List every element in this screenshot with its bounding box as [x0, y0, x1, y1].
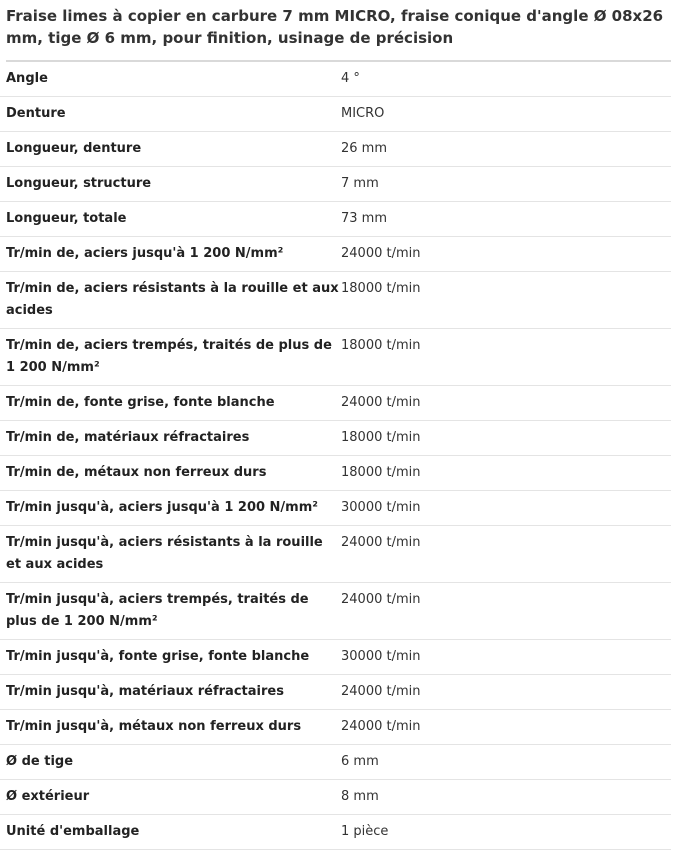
spec-label: Tr/min de, métaux non ferreux durs	[0, 456, 341, 491]
spec-label: Tr/min jusqu'à, aciers jusqu'à 1 200 N/mm²	[0, 491, 341, 526]
spec-row-rpm-max-fonte	[0, 640, 671, 675]
spec-value: 30000 t/min	[341, 640, 671, 675]
spec-label: Unité d'emballage	[0, 815, 341, 850]
spec-value: 24000 t/min	[341, 710, 671, 745]
spec-row-shank-diameter	[0, 745, 671, 780]
spec-label: Ø de tige	[0, 745, 341, 780]
spec-row-longueur-denture	[0, 132, 671, 167]
spec-value: 24000 t/min	[341, 583, 671, 640]
spec-value: 30000 t/min	[341, 491, 671, 526]
spec-label: Tr/min de, aciers trempés, traités de plus de 1 200 N/mm²	[0, 329, 341, 386]
spec-row-outer-diameter	[0, 780, 671, 815]
product-title: Fraise limes à copier en carbure 7 mm MICRO, fraise conique d'angle Ø 08x26 mm, tige Ø 6 mm, pour finition, usinage de précision	[6, 5, 671, 62]
spec-label: Tr/min jusqu'à, aciers résistants à la rouille et aux acides	[0, 526, 341, 583]
spec-row-rpm-max-non-ferreux	[0, 710, 671, 745]
spec-label: Tr/min de, matériaux réfractaires	[0, 421, 341, 456]
spec-label: Angle	[0, 62, 341, 97]
spec-value: 18000 t/min	[341, 272, 671, 329]
spec-label: Tr/min jusqu'à, matériaux réfractaires	[0, 675, 341, 710]
spec-label: Longueur, structure	[0, 167, 341, 202]
spec-label: Longueur, denture	[0, 132, 341, 167]
spec-value: 8 mm	[341, 780, 671, 815]
spec-row-rpm-max-refractaires	[0, 675, 671, 710]
spec-label: Tr/min de, fonte grise, fonte blanche	[0, 386, 341, 421]
spec-value: 1 pièce	[341, 815, 671, 850]
spec-row-rpm-min-aciers-inox	[0, 272, 671, 329]
spec-value: MICRO	[341, 97, 671, 132]
spec-label: Longueur, totale	[0, 202, 341, 237]
spec-row-rpm-max-aciers-inox	[0, 526, 671, 583]
spec-label: Ø extérieur	[0, 780, 341, 815]
spec-row-rpm-max-aciers-trempes	[0, 583, 671, 640]
spec-table	[0, 62, 671, 850]
spec-row-longueur-totale	[0, 202, 671, 237]
spec-value: 18000 t/min	[341, 421, 671, 456]
spec-row-packaging-unit	[0, 815, 671, 850]
spec-value: 24000 t/min	[341, 526, 671, 583]
spec-value: 24000 t/min	[341, 237, 671, 272]
spec-value: 18000 t/min	[341, 329, 671, 386]
spec-row-denture	[0, 97, 671, 132]
spec-value: 73 mm	[341, 202, 671, 237]
spec-label: Denture	[0, 97, 341, 132]
spec-value: 18000 t/min	[341, 456, 671, 491]
spec-value: 4 °	[341, 62, 671, 97]
spec-value: 6 mm	[341, 745, 671, 780]
spec-row-rpm-max-aciers	[0, 491, 671, 526]
spec-row-longueur-structure	[0, 167, 671, 202]
spec-label: Tr/min de, aciers résistants à la rouille et aux acides	[0, 272, 341, 329]
spec-row-rpm-min-fonte	[0, 386, 671, 421]
spec-label: Tr/min jusqu'à, aciers trempés, traités de plus de 1 200 N/mm²	[0, 583, 341, 640]
spec-row-rpm-min-refractaires	[0, 421, 671, 456]
spec-label: Tr/min jusqu'à, métaux non ferreux durs	[0, 710, 341, 745]
spec-label: Tr/min de, aciers jusqu'à 1 200 N/mm²	[0, 237, 341, 272]
spec-value: 24000 t/min	[341, 386, 671, 421]
spec-value: 7 mm	[341, 167, 671, 202]
spec-value: 24000 t/min	[341, 675, 671, 710]
spec-value: 26 mm	[341, 132, 671, 167]
spec-row-rpm-min-aciers	[0, 237, 671, 272]
spec-row-rpm-min-aciers-trempes	[0, 329, 671, 386]
spec-label: Tr/min jusqu'à, fonte grise, fonte blanche	[0, 640, 341, 675]
spec-row-angle	[0, 62, 671, 97]
spec-row-rpm-min-non-ferreux	[0, 456, 671, 491]
